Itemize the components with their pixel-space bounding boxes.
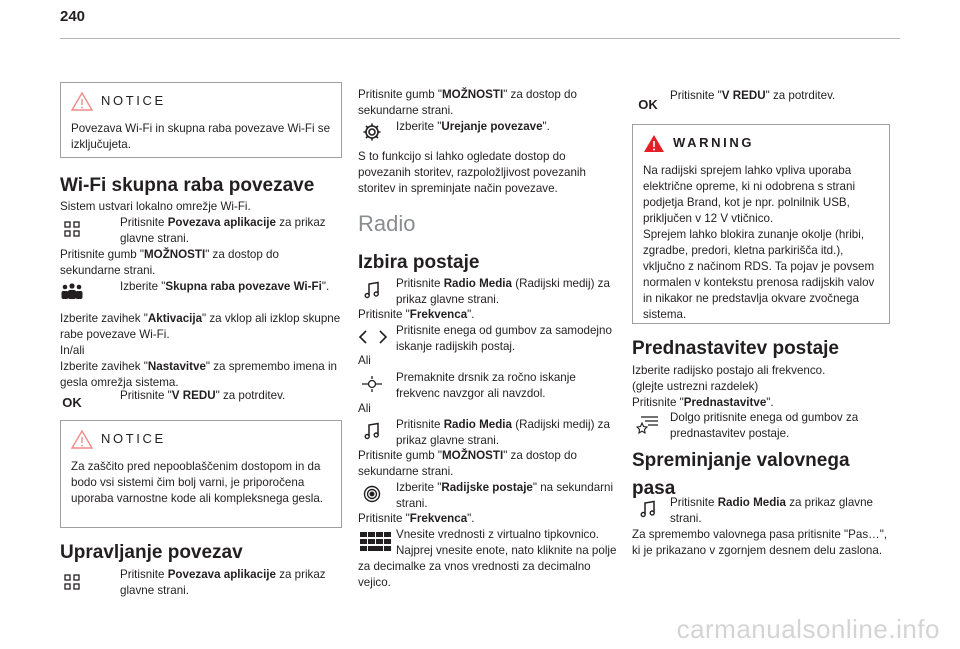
- watermark: carmanualsonline.info: [676, 614, 940, 644]
- star-preset-icon: [636, 414, 660, 434]
- notice-text: Za zaščito pred nepooblaščenim dostopom in da bodo vsi sistemi čim bolj varni, je priporočena uporaba varnostne kode ali kompleksnega gesla.: [71, 460, 324, 505]
- page-number: 240: [60, 8, 86, 25]
- paragraph: Ali: [358, 402, 371, 415]
- section-title-manage: Upravljanje povezav: [60, 542, 243, 563]
- section-title-select: Izbira postaje: [358, 252, 480, 273]
- paragraph: Pritisnite gumb "MOŽNOSTI" za dostop do sekundarne strani.: [358, 88, 577, 117]
- warning-label: WARNING: [673, 135, 755, 150]
- paragraph: Premaknite drsnik za ročno iskanje frekvenc navzgor ali navzdol.: [396, 371, 576, 400]
- paragraph: Izberite zavihek "Aktivacija" za vklop ali izklop skupne rabe povezave Wi-Fi.: [60, 312, 341, 341]
- paragraph: S to funkcijo si lahko ogledate dostop do povezanih storitev, razpoložljivost povezanih storitev in spreminjate način povezave.: [358, 150, 586, 195]
- users-share-icon: [60, 281, 84, 301]
- paragraph: Izberite zavihek "Nastavitve" za spremembo imena in gesla omrežja sistema.: [60, 360, 337, 389]
- paragraph: Pritisnite "Frekvenca".: [358, 512, 475, 525]
- paragraph: Za spremembo valovnega pasa pritisnite "Pas…", ki je prikazano v zgornjem desnem delu zaslona.: [632, 528, 888, 557]
- paragraph: Pritisnite gumb "MOŽNOSTI" za dostop do sekundarne strani.: [358, 449, 577, 478]
- gear-settings-icon: [360, 122, 384, 142]
- paragraph: Pritisnite "Prednastavitve".: [632, 396, 774, 409]
- chapter-title-radio: Radio: [358, 211, 416, 236]
- paragraph: Najprej vnesite enote, nato kliknite na polje za decimalke za vnos vrednosti za decimalno vejico.: [358, 544, 617, 589]
- paragraph: (glejte ustrezni razdelek): [632, 380, 759, 393]
- paragraph: Pritisnite "V REDU" za potrditev.: [120, 389, 286, 402]
- section-title-preset: Prednastavitev postaje: [632, 338, 839, 359]
- notice-text: Povezava Wi-Fi in skupna raba povezave Wi-Fi se izključujeta.: [71, 122, 331, 151]
- paragraph: Vnesite vrednosti z virtualno tipkovnico.: [396, 528, 599, 541]
- ok-icon: OK: [638, 96, 658, 112]
- notice-box-1: [60, 82, 342, 158]
- radio-signal-icon: [360, 484, 384, 504]
- paragraph: Izberite "Urejanje povezave".: [396, 120, 550, 133]
- section-title-wifi: Wi-Fi skupna raba povezave: [60, 175, 315, 196]
- apps-grid-icon: [60, 572, 84, 592]
- paragraph: Ali: [358, 354, 371, 367]
- warning-text: Na radijski sprejem lahko vpliva uporaba električne opreme, ki ni odobrena s strani podjetja Brand, kot je npr. polnilnik USB, priključen v 12 V vtičnico.: [643, 164, 856, 225]
- seek-arrows-icon: [358, 327, 388, 347]
- paragraph: Pritisnite Radio Media (Radijski medij) za prikaz glavne strani.: [396, 418, 610, 447]
- paragraph: Pritisnite Radio Media za prikaz glavne strani.: [670, 496, 873, 525]
- warning-box: [632, 124, 890, 324]
- music-note-icon: [636, 499, 660, 519]
- paragraph: Izberite radijsko postajo ali frekvenco.: [632, 364, 826, 377]
- notice-label: NOTICE: [101, 431, 166, 446]
- ok-icon: OK: [62, 394, 82, 410]
- paragraph: Izberite "Skupna raba povezave Wi-Fi".: [120, 280, 330, 293]
- paragraph: In/ali: [60, 344, 85, 357]
- paragraph: Pritisnite Povezava aplikacije za prikaz glavne strani.: [120, 216, 326, 245]
- notice-triangle-icon: [71, 430, 93, 449]
- warning-triangle-icon: [643, 134, 665, 153]
- music-note-icon: [360, 421, 384, 441]
- paragraph: Pritisnite gumb "MOŽNOSTI" za dostop do sekundarne strani.: [60, 248, 279, 277]
- notice-box-2: [60, 420, 342, 528]
- paragraph: Izberite "Radijske postaje" na sekundarni strani.: [396, 481, 614, 510]
- paragraph: Pritisnite "Frekvenca".: [358, 308, 475, 321]
- section-title-band: Spreminjanje valovnega pasa: [632, 450, 850, 499]
- warning-text: Sprejem lahko blokira zunanje okolje (hribi, zgradbe, predori, kletna parkirišča itd.), vključno z načinom RDS. Ta pojav je povsem normalen v kontekstu prenosa radijskih valov in nikakor ne predstavlja okvare zvočnega sistema.: [643, 228, 875, 321]
- header-rule: [60, 38, 900, 39]
- paragraph: Pritisnite enega od gumbov za samodejno iskanje radijskih postaj.: [396, 324, 612, 353]
- tuning-slider-icon: [360, 374, 384, 394]
- music-note-icon: [360, 280, 384, 300]
- paragraph: Dolgo pritisnite enega od gumbov za prednastavitev postaje.: [670, 411, 859, 440]
- paragraph: Pritisnite "V REDU" za potrditev.: [670, 89, 836, 102]
- paragraph: Pritisnite Povezava aplikacije za prikaz glavne strani.: [120, 568, 326, 597]
- paragraph: Pritisnite Radio Media (Radijski medij) za prikaz glavne strani.: [396, 277, 610, 306]
- apps-grid-icon: [60, 219, 84, 239]
- notice-label: NOTICE: [101, 93, 166, 108]
- notice-triangle-icon: [71, 92, 93, 111]
- paragraph: Sistem ustvari lokalno omrežje Wi-Fi.: [60, 200, 251, 213]
